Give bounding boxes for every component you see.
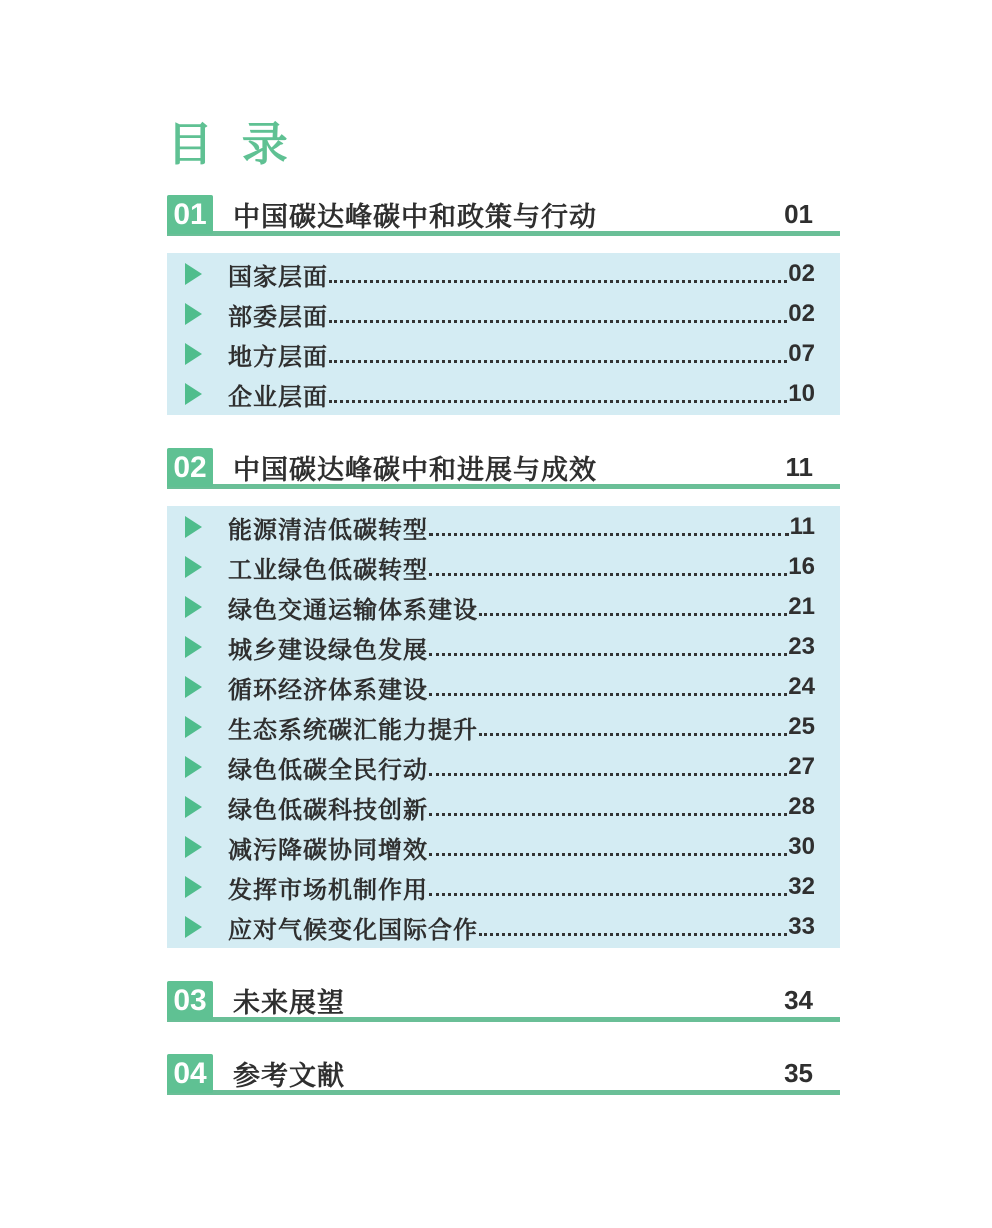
section-01-items-box — [167, 253, 840, 415]
section-03-header[interactable] — [167, 983, 840, 1022]
dotted-leader — [429, 693, 787, 696]
toc-item[interactable] — [185, 667, 815, 707]
dotted-leader — [429, 773, 787, 776]
triangle-bullet-icon — [185, 876, 202, 898]
toc-item[interactable] — [185, 707, 815, 747]
section-04-header[interactable] — [167, 1056, 840, 1095]
toc-item[interactable] — [185, 334, 815, 374]
toc-section-03 — [167, 983, 840, 1056]
toc-item-page: 25 — [788, 713, 815, 740]
toc-item[interactable] — [185, 587, 815, 627]
triangle-bullet-icon — [185, 636, 202, 658]
toc-section-04 — [167, 1056, 840, 1095]
toc-item-page: 32 — [788, 873, 815, 900]
toc-item-page: 23 — [788, 633, 815, 660]
toc-item[interactable] — [185, 374, 815, 414]
toc-item[interactable] — [185, 507, 815, 547]
section-gap — [167, 1022, 840, 1056]
toc-item-label: 生态系统碳汇能力提升 — [228, 716, 478, 744]
toc-item-page: 11 — [789, 513, 815, 540]
dotted-leader — [429, 573, 787, 576]
dotted-leader — [479, 733, 787, 736]
triangle-bullet-icon — [185, 303, 202, 325]
section-title: 参考文献 — [233, 1060, 345, 1091]
toc-item-label: 企业层面 — [228, 383, 328, 411]
toc-item-page: 24 — [788, 673, 815, 700]
triangle-bullet-icon — [185, 263, 202, 285]
toc-item-label: 绿色低碳全民行动 — [228, 756, 428, 784]
dotted-leader — [329, 400, 787, 403]
section-number-badge: 03 — [167, 981, 213, 1020]
toc-item-label: 应对气候变化国际合作 — [228, 916, 478, 944]
triangle-bullet-icon — [185, 796, 202, 818]
section-02-items-box — [167, 506, 840, 948]
toc-item-label: 工业绿色低碳转型 — [228, 556, 428, 584]
toc-item-page: 21 — [788, 593, 815, 620]
toc-item-label: 循环经济体系建设 — [228, 676, 428, 704]
section-page-number: 34 — [784, 984, 813, 1015]
toc-item-label: 绿色低碳科技创新 — [228, 796, 428, 824]
section-title: 未来展望 — [233, 987, 345, 1018]
triangle-bullet-icon — [185, 676, 202, 698]
page-title: 目 录 — [167, 118, 296, 170]
toc-item[interactable] — [185, 547, 815, 587]
triangle-bullet-icon — [185, 383, 202, 405]
triangle-bullet-icon — [185, 516, 202, 538]
toc-item[interactable] — [185, 294, 815, 334]
dotted-leader — [329, 360, 787, 363]
dotted-leader — [479, 613, 787, 616]
toc-item-label: 减污降碳协同增效 — [228, 836, 428, 864]
section-number-badge: 01 — [167, 195, 213, 234]
toc-item-page: 02 — [788, 260, 815, 287]
toc-item[interactable] — [185, 747, 815, 787]
dotted-leader — [329, 280, 787, 283]
triangle-bullet-icon — [185, 556, 202, 578]
toc-item-page: 27 — [788, 753, 815, 780]
dotted-leader — [429, 653, 787, 656]
toc-item-page: 07 — [788, 340, 815, 367]
section-title: 中国碳达峰碳中和进展与成效 — [233, 454, 597, 485]
toc-item[interactable] — [185, 627, 815, 667]
dotted-leader — [429, 533, 789, 536]
toc-content — [167, 120, 840, 1095]
dotted-leader — [429, 893, 787, 896]
toc-item[interactable] — [185, 867, 815, 907]
toc-item-page: 16 — [788, 553, 815, 580]
triangle-bullet-icon — [185, 343, 202, 365]
toc-item[interactable] — [185, 907, 815, 947]
dotted-leader — [479, 933, 787, 936]
section-number-badge: 04 — [167, 1054, 213, 1093]
toc-item-label: 城乡建设绿色发展 — [228, 636, 428, 664]
toc-item-page: 02 — [788, 300, 815, 327]
toc-item-page: 28 — [788, 793, 815, 820]
toc-item[interactable] — [185, 827, 815, 867]
triangle-bullet-icon — [185, 836, 202, 858]
toc-item-label: 绿色交通运输体系建设 — [228, 596, 478, 624]
triangle-bullet-icon — [185, 756, 202, 778]
dotted-leader — [429, 813, 787, 816]
toc-item-page: 30 — [788, 833, 815, 860]
toc-item-label: 地方层面 — [228, 343, 328, 371]
section-01-header[interactable] — [167, 197, 840, 236]
toc-section-02 — [167, 450, 840, 948]
dotted-leader — [329, 320, 787, 323]
toc-item-label: 国家层面 — [228, 263, 328, 291]
section-number-badge: 02 — [167, 448, 213, 487]
triangle-bullet-icon — [185, 596, 202, 618]
section-page-number: 11 — [785, 451, 813, 482]
toc-item-page: 10 — [788, 380, 815, 407]
toc-item[interactable] — [185, 787, 815, 827]
toc-item[interactable] — [185, 254, 815, 294]
triangle-bullet-icon — [185, 716, 202, 738]
toc-item-label: 发挥市场机制作用 — [228, 876, 428, 904]
triangle-bullet-icon — [185, 916, 202, 938]
section-title: 中国碳达峰碳中和政策与行动 — [233, 201, 597, 232]
toc-item-label: 部委层面 — [228, 303, 328, 331]
toc-section-01 — [167, 197, 840, 415]
section-page-number: 01 — [784, 198, 813, 229]
toc-item-page: 33 — [788, 913, 815, 940]
section-page-number: 35 — [784, 1057, 813, 1088]
dotted-leader — [429, 853, 787, 856]
section-02-header[interactable] — [167, 450, 840, 489]
toc-item-label: 能源清洁低碳转型 — [228, 516, 428, 544]
